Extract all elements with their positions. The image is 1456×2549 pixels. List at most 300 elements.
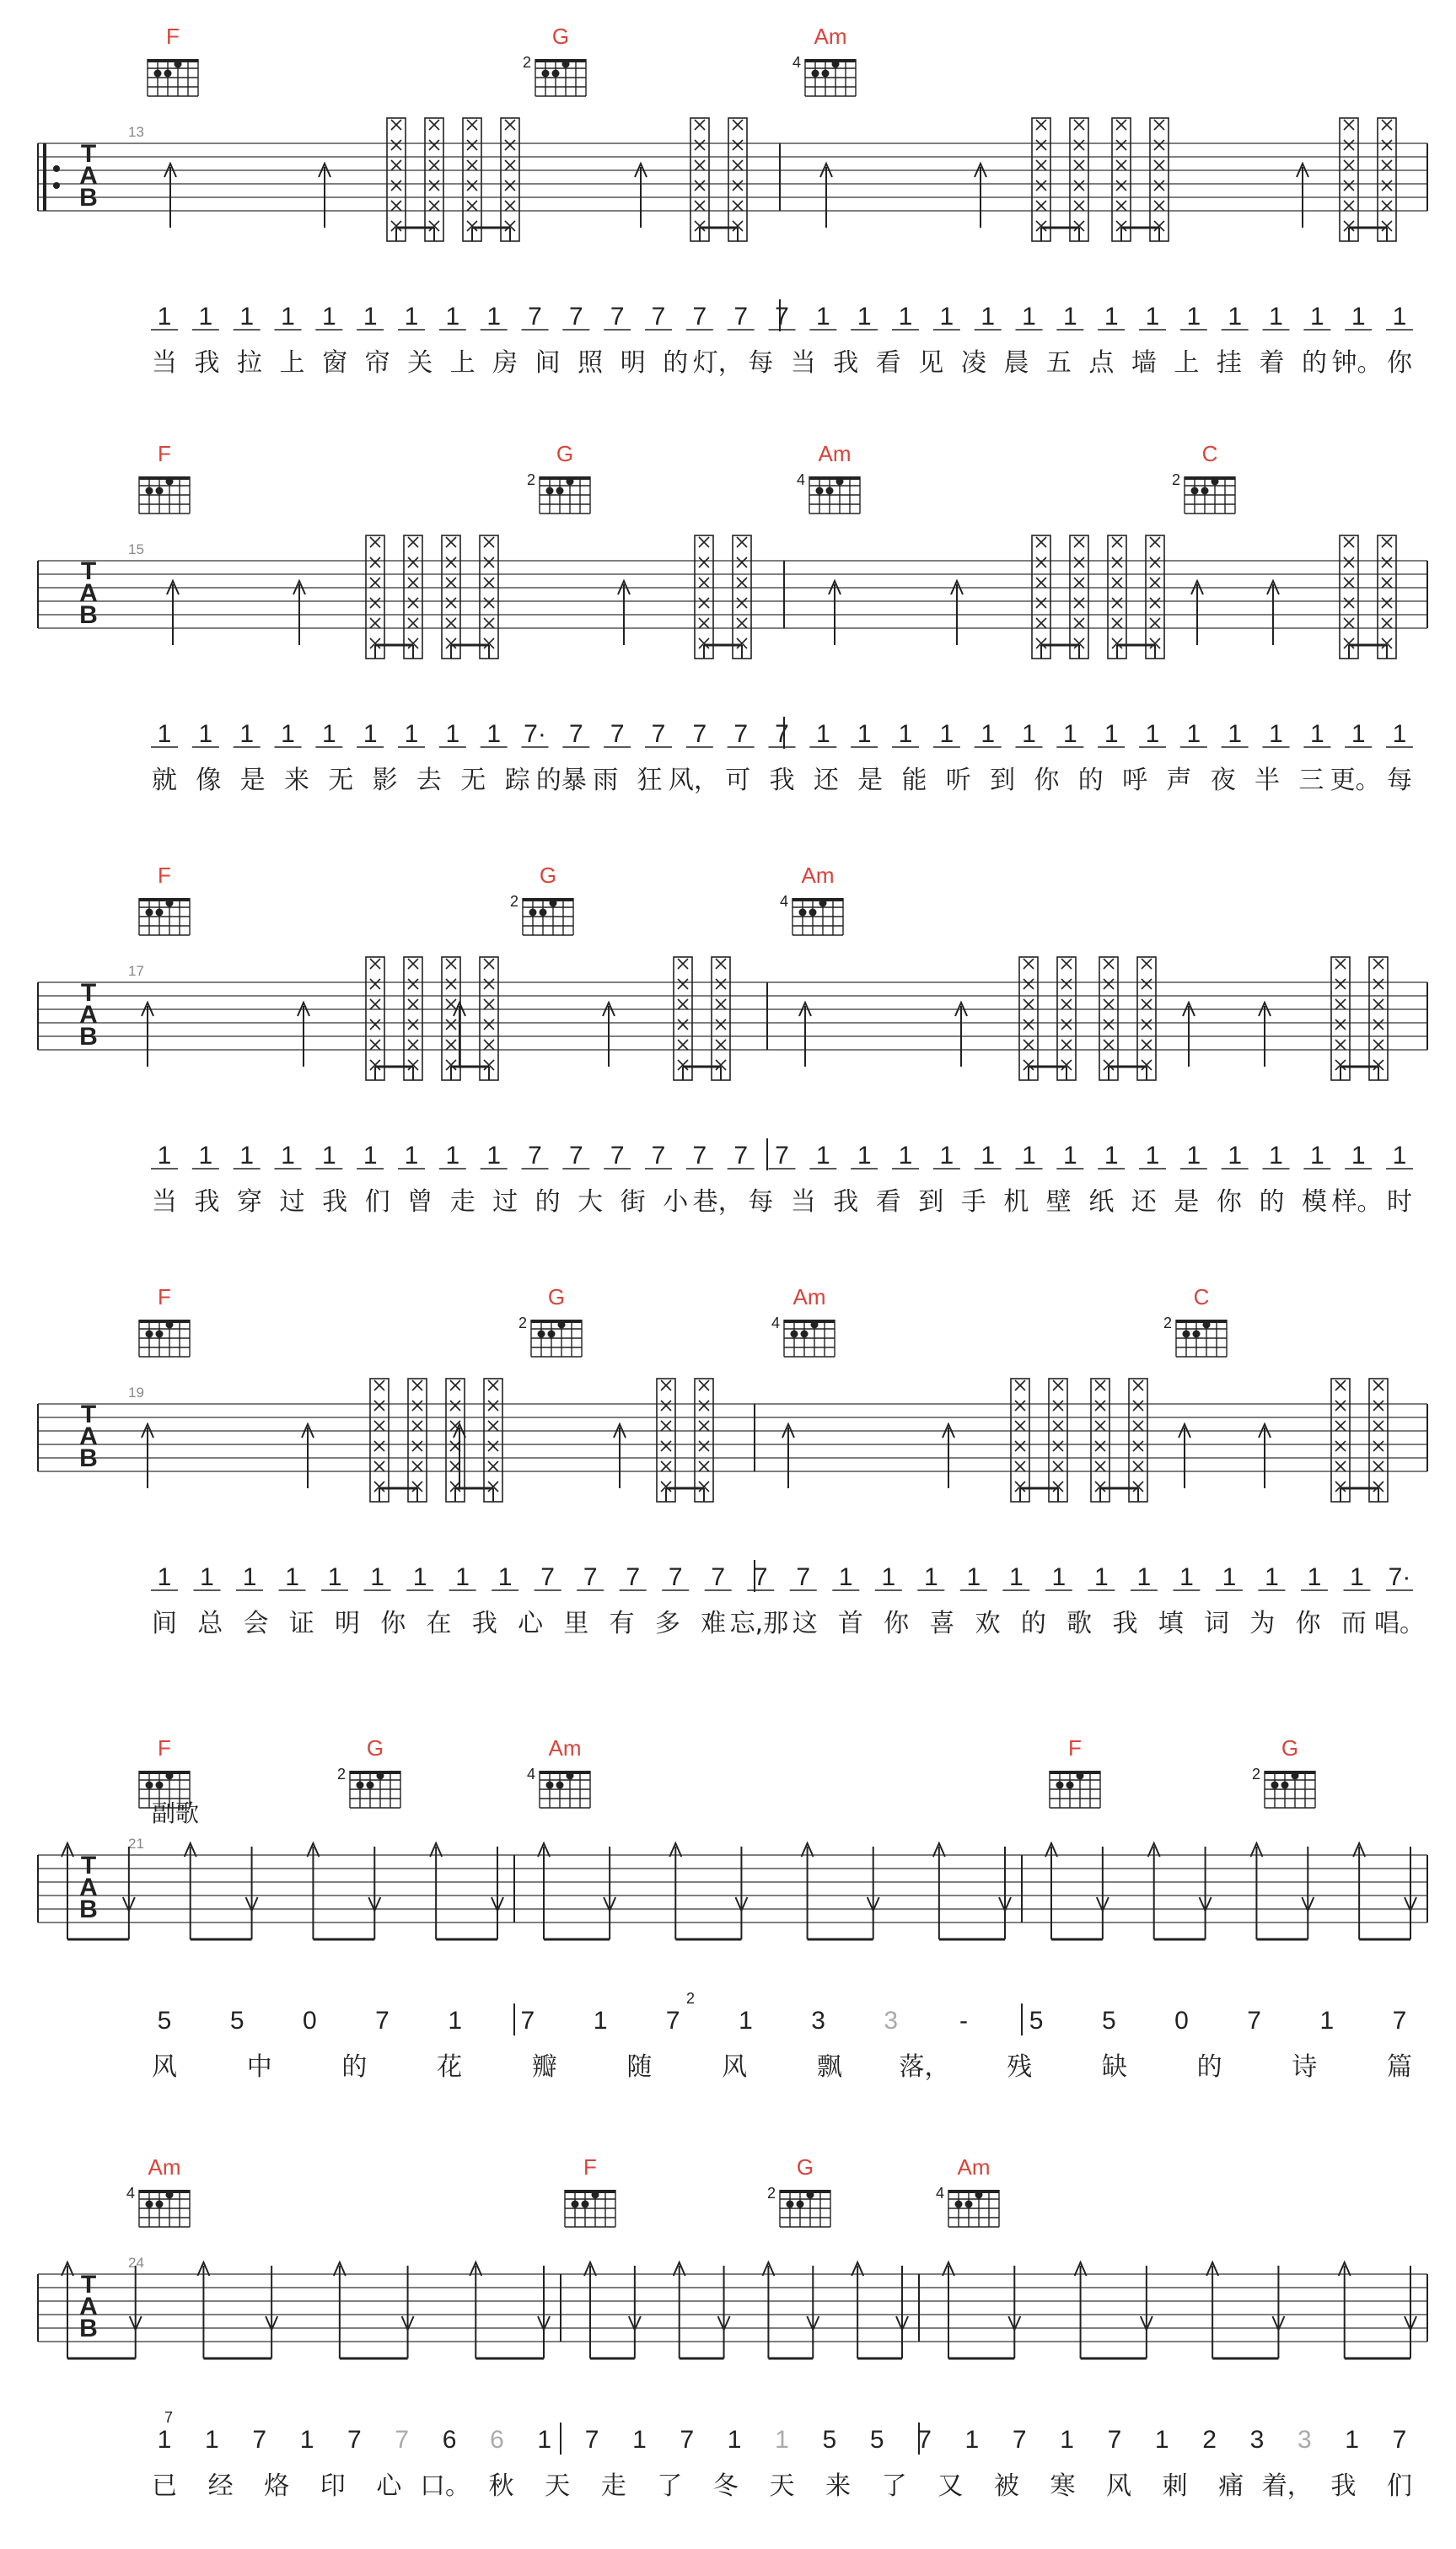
mute-mark	[1344, 578, 1354, 588]
lyric-word: 总	[197, 1609, 223, 1638]
mute-mark	[1074, 201, 1084, 211]
mute-mark	[1382, 537, 1392, 547]
mute-mark	[1104, 1019, 1114, 1030]
finger-dot	[812, 70, 819, 78]
mute-mark	[1074, 140, 1084, 150]
lyric-word: 风，	[668, 766, 719, 795]
finger-dot	[809, 909, 817, 917]
lyric-word: 当	[152, 348, 177, 378]
chord-name: Am	[148, 2154, 181, 2180]
mute-mark	[370, 979, 380, 989]
lyric-word: 房	[492, 348, 518, 378]
jianpu-note: 1	[1062, 720, 1077, 748]
jianpu-note: 5	[229, 2007, 244, 2035]
mute-mark	[1344, 618, 1354, 628]
jianpu-note: 1	[412, 1563, 427, 1591]
system-3	[38, 863, 1427, 1217]
jianpu-note: 1	[1351, 1142, 1366, 1170]
tab-letter: A	[79, 1422, 98, 1450]
jianpu-note: 1	[455, 1563, 470, 1591]
lyric-word: 唱。	[1374, 1609, 1425, 1638]
mute-mark	[695, 120, 705, 130]
jianpu-note: 1	[1062, 303, 1077, 331]
mute-mark	[374, 1380, 384, 1390]
jianpu-note: 1	[1136, 1563, 1152, 1591]
jianpu-note: 1	[198, 1142, 213, 1170]
mute-mark	[1061, 1019, 1072, 1030]
mute-mark	[1335, 999, 1346, 1009]
muted-stroke-box	[1331, 1379, 1350, 1502]
finger-dot	[550, 900, 557, 907]
finger-dot	[592, 2191, 599, 2199]
lyric-word: 呼	[1122, 766, 1148, 795]
mute-mark	[737, 618, 747, 628]
muted-stroke-box	[366, 957, 384, 1080]
lyric-word: 当	[790, 348, 816, 378]
stroke-row	[62, 1843, 1416, 1939]
mute-mark	[1036, 578, 1046, 588]
chord-name: G	[551, 24, 570, 49]
lyric-word: 明	[335, 1609, 361, 1638]
mute-mark	[1023, 959, 1034, 969]
mute-mark	[391, 120, 401, 130]
jianpu-note: 7	[568, 720, 583, 748]
mute-mark	[1133, 1441, 1143, 1451]
chord-diagram	[1172, 441, 1235, 514]
chord-nut	[148, 59, 198, 62]
mute-mark	[370, 1040, 380, 1050]
chord-diagram	[936, 2154, 999, 2227]
jianpu-note: 1	[157, 720, 172, 748]
jianpu-note: 1	[1104, 720, 1119, 748]
lyric-word: 证	[288, 1609, 314, 1638]
finger-dot	[166, 2191, 174, 2199]
chord-position: 2	[518, 1315, 527, 1331]
jianpu-note: 1	[445, 303, 460, 331]
mute-mark	[1036, 598, 1046, 608]
mute-mark	[1074, 120, 1084, 130]
mute-mark	[408, 959, 418, 969]
finger-dot	[542, 70, 550, 78]
jianpu-note: 1	[1062, 1142, 1077, 1170]
jianpu-note: 1	[1228, 720, 1243, 748]
muted-stroke-box	[442, 535, 460, 659]
lyric-word: 狂	[637, 766, 663, 795]
muted-stroke-box	[404, 535, 422, 659]
lyric-word: 钟。	[1331, 348, 1383, 378]
muted-stroke-box	[366, 535, 384, 659]
lyric-word: 拉	[237, 348, 263, 378]
muted-stroke-box	[674, 957, 692, 1080]
chord-name: Am	[548, 1735, 582, 1761]
mute-mark	[370, 618, 380, 628]
muted-stroke-box	[1146, 535, 1164, 659]
lyric-word: 点	[1088, 348, 1115, 378]
mute-mark	[737, 598, 747, 608]
lyric-word: 的	[1077, 766, 1104, 795]
jianpu-note: 1	[1351, 303, 1366, 331]
mute-mark	[484, 1019, 494, 1030]
chord-nut	[535, 59, 586, 62]
muted-stroke-box	[695, 1379, 713, 1502]
mute-mark	[733, 201, 743, 211]
jianpu-note: 1	[281, 1142, 295, 1170]
finger-dot	[357, 1782, 364, 1789]
chord-position: 4	[935, 2185, 944, 2202]
lyric-word: 半	[1255, 766, 1281, 795]
chord-diagram	[139, 863, 190, 935]
mute-mark	[695, 140, 705, 150]
chord-row	[139, 1735, 1315, 1808]
lyric-word: 关	[407, 348, 433, 378]
jianpu-note: 6	[490, 2426, 504, 2454]
tab-staff	[38, 2255, 1427, 2342]
finger-dot	[807, 2191, 814, 2199]
mute-mark	[391, 201, 401, 211]
lyric-word: 而	[1340, 1609, 1367, 1638]
lyric-word: 我	[471, 1609, 497, 1638]
mute-mark	[1154, 180, 1164, 191]
chord-nut	[540, 476, 590, 480]
mute-mark	[1382, 598, 1392, 608]
mute-mark	[408, 618, 418, 628]
mute-mark	[1023, 999, 1034, 1009]
chord-name: F	[158, 441, 171, 466]
lyric-word: 我	[194, 1187, 220, 1217]
muted-stroke-box	[1112, 118, 1131, 241]
jianpu-note: 3	[1297, 2426, 1312, 2454]
mute-mark	[1061, 959, 1072, 969]
muted-stroke-box	[1369, 1379, 1388, 1502]
mute-mark	[1036, 618, 1046, 628]
finger-dot	[540, 909, 547, 917]
finger-dot	[156, 2201, 164, 2208]
chord-diagram	[797, 441, 860, 514]
jianpu-note: 1	[281, 720, 295, 748]
mute-mark	[1036, 160, 1046, 170]
jianpu-note: 1	[815, 720, 830, 748]
mute-mark	[1112, 598, 1122, 608]
mute-mark	[374, 1401, 384, 1411]
lyric-row	[152, 2052, 1412, 2082]
jianpu-note: 1	[1060, 2426, 1074, 2454]
muted-stroke-box	[690, 118, 709, 241]
finger-dot	[146, 2201, 153, 2208]
jianpu-note: 1	[299, 2426, 314, 2454]
finger-dot	[582, 2201, 589, 2208]
lyric-word: 穿	[237, 1187, 263, 1217]
lyric-word: 机	[1003, 1187, 1029, 1217]
mute-mark	[1061, 1040, 1072, 1050]
jianpu-note: 1	[1222, 1563, 1237, 1591]
tab-letter: T	[80, 557, 97, 585]
mute-mark	[1074, 578, 1084, 588]
jianpu-note: 1	[964, 2426, 980, 2454]
chord-diagram	[527, 441, 590, 514]
jianpu-note: 1	[1094, 1563, 1109, 1591]
jianpu-note: 1	[370, 1563, 384, 1591]
finger-dot	[166, 1772, 174, 1780]
jianpu-row	[151, 1560, 1413, 1592]
mute-mark	[1335, 1421, 1346, 1431]
lyric-word: 着	[1259, 348, 1285, 378]
finger-dot	[1271, 1782, 1279, 1789]
muted-stroke-box	[657, 1379, 675, 1502]
chord-position: 4	[126, 2185, 135, 2202]
mute-mark	[505, 201, 515, 211]
mute-mark	[1116, 140, 1126, 150]
muted-stroke-box	[1129, 1379, 1147, 1502]
finger-dot	[558, 1321, 566, 1329]
lyric-word: 无	[328, 766, 354, 795]
mute-mark	[1015, 1441, 1025, 1451]
jianpu-note: 7	[540, 1563, 555, 1591]
jianpu-note: 7	[528, 1142, 542, 1170]
chord-name: G	[556, 441, 574, 466]
lyric-word: 的	[1301, 348, 1327, 378]
chord-diagram	[1050, 1735, 1100, 1808]
lyric-word: 照	[578, 348, 604, 378]
mute-mark	[1150, 557, 1160, 567]
mute-mark	[412, 1461, 422, 1471]
jianpu-note: 7	[610, 1142, 625, 1170]
chord-name: F	[158, 863, 171, 888]
mute-mark	[488, 1380, 498, 1390]
jianpu-note: 7	[651, 1142, 666, 1170]
mute-mark	[1074, 618, 1084, 628]
finger-dot	[156, 1782, 164, 1789]
mute-mark	[661, 1441, 671, 1451]
muted-stroke-box	[1057, 957, 1076, 1080]
mute-mark	[450, 1380, 460, 1390]
lyric-word: 间	[535, 348, 561, 378]
lyric-word: 痛	[1218, 2471, 1244, 2501]
mute-mark	[1015, 1461, 1025, 1471]
chord-diagram	[767, 2154, 830, 2227]
muted-stroke-box	[1340, 535, 1358, 659]
lyric-word: 烙	[264, 2471, 290, 2501]
chord-name: G	[1281, 1735, 1299, 1761]
chord-diagram	[771, 1284, 835, 1357]
jianpu-note: 1	[1022, 1142, 1036, 1170]
jianpu-note: 5	[1101, 2007, 1116, 2035]
lyric-word: 的	[341, 2052, 368, 2082]
jianpu-note: 7	[796, 1563, 811, 1591]
mute-mark	[505, 120, 515, 130]
jianpu-note: 3	[884, 2007, 899, 2035]
finger-dot	[548, 1331, 556, 1338]
finger-dot	[836, 478, 844, 486]
jianpu-note: 7	[651, 303, 666, 331]
mute-mark	[446, 557, 456, 567]
muted-stroke-box	[387, 118, 406, 241]
jianpu-note: 1	[1154, 2426, 1169, 2454]
lyric-word: 为	[1249, 1609, 1276, 1638]
mute-mark	[1373, 1380, 1383, 1390]
muted-stroke-box	[1108, 535, 1126, 659]
finger-dot	[146, 1782, 153, 1789]
lyric-word: 篇	[1387, 2052, 1412, 2082]
muted-stroke-box	[1340, 118, 1358, 241]
finger-dot	[538, 1331, 545, 1338]
lyric-word: 大	[578, 1187, 604, 1217]
jianpu-note: 7	[395, 2426, 410, 2454]
jianpu-note: 1	[1345, 2426, 1359, 2454]
chord-diagram	[565, 2154, 615, 2227]
mute-mark	[1154, 120, 1164, 130]
muted-stroke-box	[425, 118, 443, 241]
jianpu-note: 7	[775, 720, 789, 748]
mute-mark	[1116, 201, 1126, 211]
tab-staff	[38, 963, 1427, 1051]
mute-mark	[446, 618, 456, 628]
lyric-word: 每	[1387, 766, 1412, 795]
mute-mark	[1116, 120, 1126, 130]
measure-number: 15	[128, 541, 144, 557]
chord-nut	[540, 1771, 590, 1774]
chord-nut	[1050, 1771, 1100, 1774]
stroke-row	[142, 1379, 1388, 1502]
jianpu-note: 1	[857, 303, 872, 331]
repeat-dot	[53, 165, 60, 172]
mute-mark	[733, 180, 743, 191]
mute-mark	[1074, 180, 1084, 191]
chord-position: 2	[1171, 471, 1180, 488]
mute-mark	[1150, 537, 1160, 547]
mute-mark	[446, 578, 456, 588]
jianpu-note: 1	[157, 2426, 172, 2454]
tab-letter: T	[80, 1401, 97, 1428]
jianpu-note: 1	[1145, 303, 1160, 331]
tab-letter: A	[79, 579, 98, 607]
mute-mark	[1382, 120, 1392, 130]
mute-mark	[1335, 1040, 1346, 1050]
lyric-word: 花	[437, 2052, 463, 2082]
lyric-word: 五	[1045, 348, 1072, 378]
mute-mark	[1382, 140, 1392, 150]
jianpu-note: 1	[815, 1142, 830, 1170]
chord-position: 2	[1163, 1315, 1172, 1331]
lyric-word: 就	[152, 766, 177, 795]
lyric-word: 我	[833, 348, 859, 378]
finger-dot	[166, 900, 174, 907]
lyric-word: 无	[460, 766, 486, 795]
jianpu-note: 1	[497, 1563, 513, 1591]
lyric-word: 经	[207, 2471, 234, 2501]
jianpu-row	[151, 717, 1413, 749]
lyric-word: 多	[654, 1609, 680, 1638]
mute-mark	[1150, 598, 1160, 608]
mute-mark	[1150, 618, 1160, 628]
chord-diagram	[1252, 1735, 1315, 1808]
lyric-word: 风	[722, 2052, 748, 2082]
mute-mark	[733, 140, 743, 150]
muted-stroke-box	[1091, 1379, 1109, 1502]
lyric-word: 我	[1330, 2471, 1357, 2501]
mute-mark	[446, 999, 456, 1009]
lyric-word: 词	[1203, 1609, 1229, 1638]
tab-letter: B	[79, 1444, 98, 1472]
muted-stroke-box	[1032, 535, 1050, 659]
jianpu-note: 7·	[524, 720, 546, 748]
chord-name: C	[1193, 1284, 1210, 1309]
lyric-word: 凌	[960, 348, 986, 378]
mute-mark	[1142, 959, 1152, 969]
finger-dot	[955, 2201, 963, 2208]
lyric-word: 上	[1174, 348, 1200, 378]
mute-mark	[695, 180, 705, 191]
mute-mark	[1382, 201, 1392, 211]
lyric-row	[152, 1609, 1425, 1638]
mute-mark	[488, 1421, 498, 1431]
jianpu-note: 1	[939, 720, 954, 748]
jianpu-note: 1	[632, 2426, 647, 2454]
lyric-word: 间	[152, 1609, 177, 1638]
jianpu-note: 1	[775, 2426, 789, 2454]
finger-dot	[1056, 1782, 1064, 1789]
chord-position: 2	[522, 54, 531, 71]
jianpu-note: 7	[626, 1563, 641, 1591]
measure-number: 24	[128, 2255, 144, 2271]
mute-mark	[484, 557, 494, 567]
lyric-word: 挂	[1216, 348, 1242, 378]
jianpu-note: 1	[445, 720, 460, 748]
system-1	[38, 24, 1427, 378]
lyric-word: 寒	[1050, 2471, 1076, 2501]
finger-dot	[811, 1321, 819, 1329]
lyric-word: 夜	[1210, 766, 1236, 795]
mute-mark	[695, 160, 705, 170]
lyric-word: 上	[449, 348, 475, 378]
jianpu-note: 1	[321, 720, 336, 748]
finger-dot	[975, 2191, 983, 2199]
chord-position: 4	[796, 471, 805, 488]
mute-mark	[408, 578, 418, 588]
lyric-word: 秋	[488, 2471, 514, 2501]
mute-mark	[408, 1019, 418, 1030]
mute-mark	[429, 120, 439, 130]
jianpu-note: 1	[404, 1142, 419, 1170]
chord-diagram	[510, 863, 573, 935]
mute-mark	[1036, 180, 1046, 191]
jianpu-note: 1	[1269, 303, 1283, 331]
muted-stroke-box	[733, 535, 751, 659]
lyric-word: 时	[1387, 1187, 1412, 1217]
jianpu-note: 1	[966, 1563, 981, 1591]
mute-mark	[737, 557, 747, 567]
lyric-row	[152, 1187, 1412, 1217]
finger-dot	[1201, 487, 1209, 495]
system-6	[38, 2154, 1427, 2501]
system-4	[38, 1284, 1427, 1638]
jianpu-note: 1	[239, 1142, 255, 1170]
chord-position: 4	[792, 54, 801, 71]
finger-dot	[567, 478, 574, 486]
finger-dot	[822, 70, 830, 78]
mute-mark	[661, 1401, 671, 1411]
muted-stroke-box	[480, 535, 498, 659]
jianpu-note: 1	[881, 1563, 896, 1591]
mute-mark	[1036, 120, 1046, 130]
mute-mark	[374, 1461, 384, 1471]
jianpu-note: 1	[198, 303, 213, 331]
jianpu-note: 7	[753, 1563, 768, 1591]
mute-mark	[370, 537, 380, 547]
mute-mark	[1382, 180, 1392, 191]
chord-nut	[948, 2190, 999, 2193]
mute-mark	[1335, 1401, 1346, 1411]
lyric-word: 的	[1259, 1187, 1285, 1217]
